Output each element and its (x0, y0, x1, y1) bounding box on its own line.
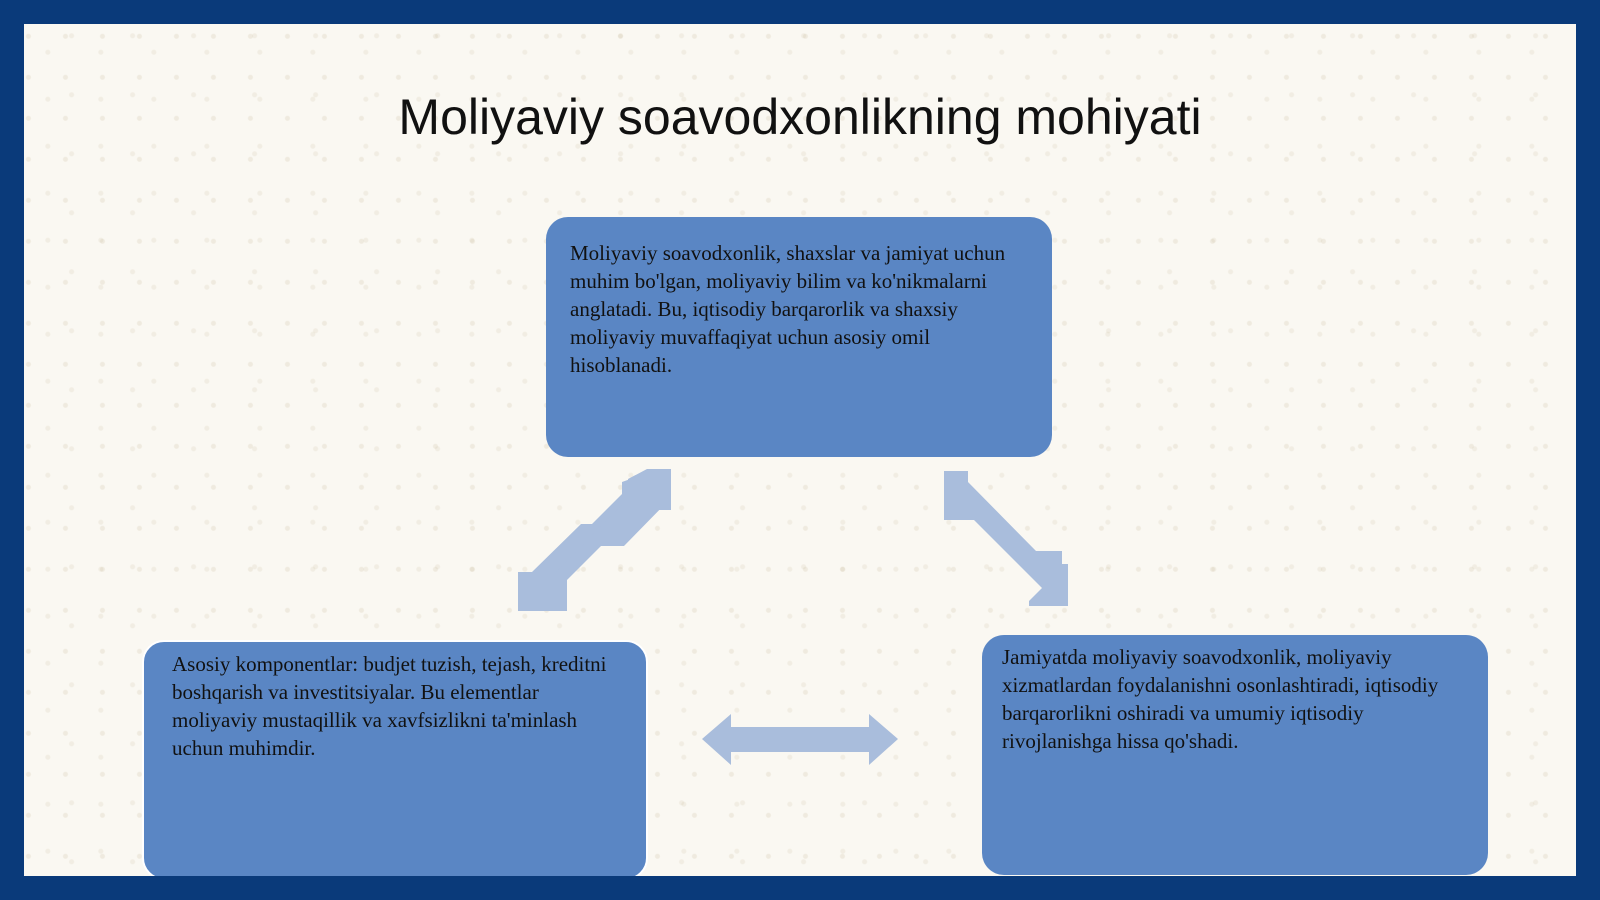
arrow-left-right-double (702, 714, 898, 765)
node-right (982, 635, 1488, 875)
node-right-text: Jamiyatda moliyaviy soavodxonlik, moliyaviy xizmatlardan foydalanishni osonlashtiradi, iqtisodiy barqarorlikni oshiradi va umumiy iqtisodiy rivojlanishga hissa qo'shadi. (1002, 645, 1439, 753)
slide-title: Moliyaviy soavodxonlikning mohiyati (398, 89, 1202, 145)
slide (24, 24, 1576, 876)
arrow-left-to-top-shaft (519, 471, 671, 611)
node-left-text: Asosiy komponentlar: budjet tuzish, tejash, kreditni boshqarish va investitsiyalar. Bu elementlar moliyaviy mustaqillik va xavfsizlikni ta'minlash uchun muhimdir. (172, 652, 607, 760)
node-top-text: Moliyaviy soavodxonlik, shaxslar va jamiyat uchun muhim bo'lgan, moliyaviy bilim va ko'nikmalarni anglatadi. Bu, iqtisodiy barqarorlik va shaxsiy moliyaviy muvaffaqiyat uchun asosiy omil hisoblanadi. (570, 241, 1006, 377)
arrow-top-to-right (944, 471, 1068, 606)
node-top (546, 217, 1052, 457)
node-left (142, 640, 648, 876)
